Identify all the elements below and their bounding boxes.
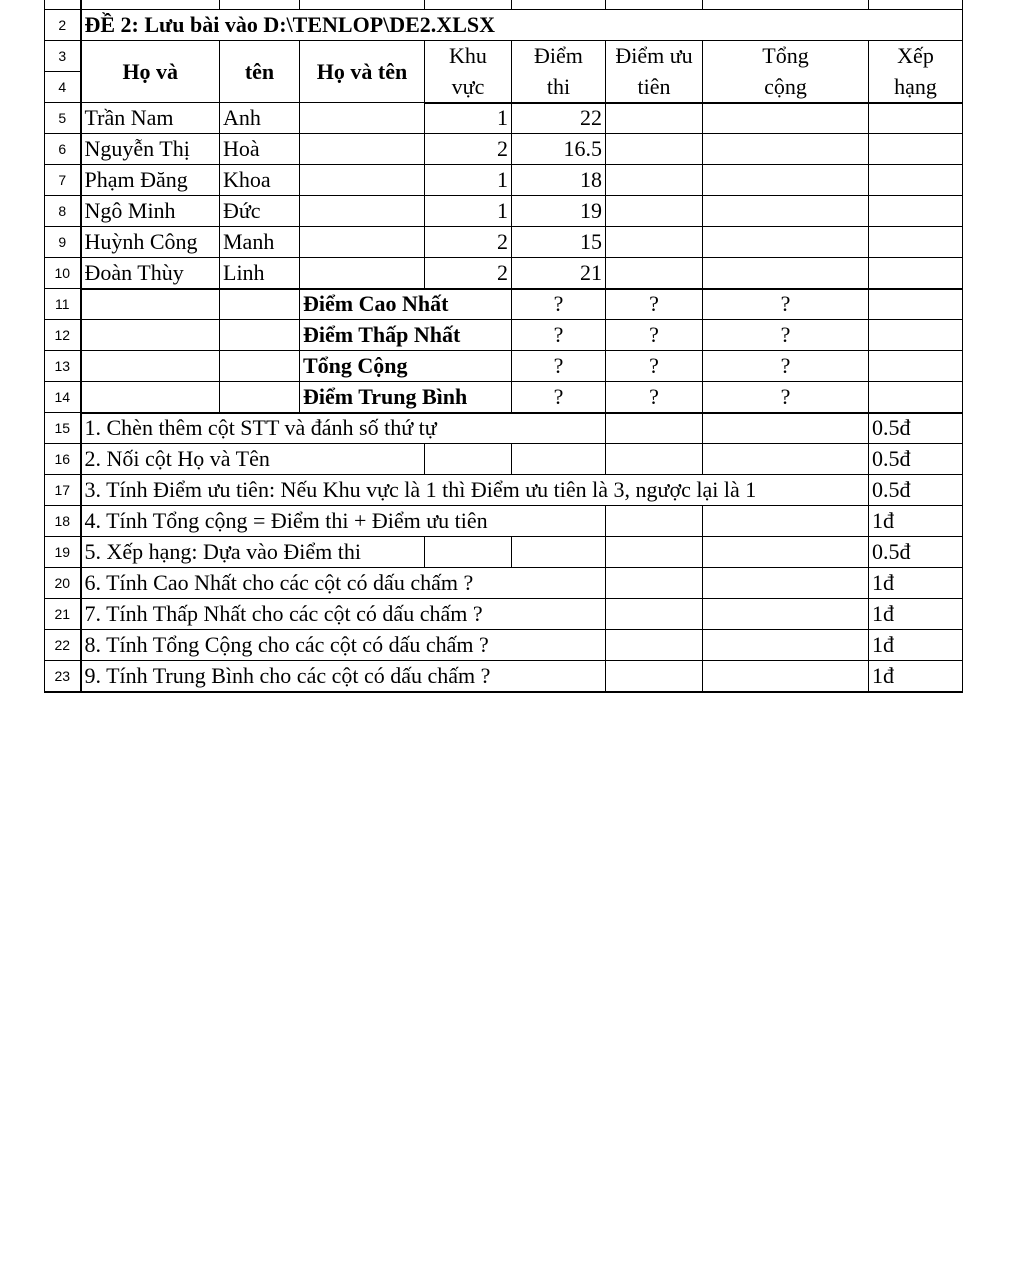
task-points[interactable]: 1đ [869, 630, 963, 661]
cell-tong-cong[interactable] [703, 134, 869, 165]
cell-tong-cong[interactable] [703, 165, 869, 196]
summary-label[interactable]: Tổng Cộng [300, 351, 512, 382]
cell-ho[interactable]: Ngô Minh [81, 196, 220, 227]
header-ho-va-ten[interactable]: Họ và tên [300, 41, 425, 103]
row-number[interactable]: 21 [45, 599, 81, 630]
row-number[interactable]: 3 [45, 41, 81, 72]
header-diem-thi-2[interactable]: thi [512, 72, 606, 103]
cell-tong-cong[interactable] [703, 258, 869, 289]
cell-xep-hang[interactable] [869, 165, 963, 196]
summary-value[interactable]: ? [606, 382, 703, 413]
task-text[interactable]: 3. Tính Điểm ưu tiên: Nếu Khu vực là 1 thì Điểm ưu tiên là 3, ngược lại là 1 [81, 475, 869, 506]
row-number[interactable]: 6 [45, 134, 81, 165]
row-number[interactable]: 20 [45, 568, 81, 599]
header-diem-uu-tien[interactable]: Điểm ưu [606, 41, 703, 72]
cell-ho-va-ten[interactable] [300, 196, 425, 227]
task-points[interactable]: 0.5đ [869, 537, 963, 568]
table-row [45, 413, 963, 444]
row-number[interactable]: 13 [45, 351, 81, 382]
task-points[interactable]: 0.5đ [869, 475, 963, 506]
task-points[interactable]: 1đ [869, 506, 963, 537]
summary-value[interactable]: ? [703, 289, 869, 320]
cell-diem-uu-tien[interactable] [606, 165, 703, 196]
table-row [45, 537, 963, 568]
header-xep-hang[interactable]: Xếp [869, 41, 963, 72]
table-row [45, 134, 963, 165]
task-points[interactable]: 1đ [869, 568, 963, 599]
cell-ho-va-ten[interactable] [300, 165, 425, 196]
header-tong-cong[interactable]: Tổng [703, 41, 869, 72]
summary-label[interactable]: Điểm Trung Bình [300, 382, 512, 413]
cell-khu-vuc[interactable]: 1 [425, 165, 512, 196]
row-number[interactable]: 2 [45, 10, 81, 41]
row-number[interactable]: 11 [45, 289, 81, 320]
cell-khu-vuc[interactable]: 2 [425, 134, 512, 165]
cell-ten[interactable]: Anh [220, 103, 300, 134]
table-row [45, 444, 963, 475]
table-row [45, 165, 963, 196]
table-row [45, 41, 963, 72]
task-text[interactable]: 2. Nối cột Họ và Tên [81, 444, 425, 475]
summary-value[interactable]: ? [703, 320, 869, 351]
cell-ho[interactable]: Huỳnh Công [81, 227, 220, 258]
cell-diem-uu-tien[interactable] [606, 227, 703, 258]
cell-ho[interactable]: Phạm Đăng [81, 165, 220, 196]
cell-tong-cong[interactable] [703, 196, 869, 227]
row-number[interactable]: 17 [45, 475, 81, 506]
table-row [45, 258, 963, 289]
cell-khu-vuc[interactable]: 2 [425, 258, 512, 289]
row-number[interactable]: 4 [45, 72, 81, 103]
table-row [45, 475, 963, 506]
cell-diem-thi[interactable]: 22 [512, 103, 606, 134]
cell-xep-hang[interactable] [869, 227, 963, 258]
cell-diem-thi[interactable]: 18 [512, 165, 606, 196]
header-diem-uu-tien-2[interactable]: tiên [606, 72, 703, 103]
table-row [45, 196, 963, 227]
summary-value[interactable]: ? [606, 351, 703, 382]
table-row [45, 0, 963, 10]
row-number[interactable]: 7 [45, 165, 81, 196]
cell-diem-thi[interactable]: 16.5 [512, 134, 606, 165]
cell-tong-cong[interactable] [703, 103, 869, 134]
cell-diem-uu-tien[interactable] [606, 196, 703, 227]
cell-ten[interactable]: Đức [220, 196, 300, 227]
cell-ho[interactable]: Trần Nam [81, 103, 220, 134]
task-points[interactable]: 1đ [869, 661, 963, 692]
row-number[interactable]: 18 [45, 506, 81, 537]
cell-ho[interactable]: Đoàn Thùy [81, 258, 220, 289]
cell-ho[interactable]: Nguyễn Thị [81, 134, 220, 165]
row-number[interactable]: 9 [45, 227, 81, 258]
task-points[interactable]: 0.5đ [869, 413, 963, 444]
spreadsheet-grid [44, 0, 963, 693]
header-diem-thi[interactable]: Điểm [512, 41, 606, 72]
row-number[interactable]: 14 [45, 382, 81, 413]
header-khu-vuc-2[interactable]: vực [425, 72, 512, 103]
summary-value[interactable]: ? [512, 351, 606, 382]
task-text[interactable]: 4. Tính Tổng cộng = Điểm thi + Điểm ưu tiên [81, 506, 606, 537]
row-number[interactable]: 16 [45, 444, 81, 475]
cell-xep-hang[interactable] [869, 196, 963, 227]
cell-khu-vuc[interactable]: 2 [425, 227, 512, 258]
table-row [45, 661, 963, 692]
row-number[interactable]: 10 [45, 258, 81, 289]
header-khu-vuc[interactable]: Khu [425, 41, 512, 72]
header-tong-cong-2[interactable]: cộng [703, 72, 869, 103]
task-points[interactable]: 1đ [869, 599, 963, 630]
table-row [45, 320, 963, 351]
cell-khu-vuc[interactable]: 1 [425, 196, 512, 227]
row-number[interactable]: 19 [45, 537, 81, 568]
table-row [45, 506, 963, 537]
table-row [45, 103, 963, 134]
cell-ho-va-ten[interactable] [300, 227, 425, 258]
task-text[interactable]: 9. Tính Trung Bình cho các cột có dấu chấm ? [81, 661, 606, 692]
header-ten[interactable]: tên [220, 41, 300, 103]
table-row [45, 568, 963, 599]
task-text[interactable]: 7. Tính Thấp Nhất cho các cột có dấu chấm ? [81, 599, 606, 630]
summary-value[interactable]: ? [606, 320, 703, 351]
row-number[interactable]: 5 [45, 103, 81, 134]
task-text[interactable]: 8. Tính Tổng Cộng cho các cột có dấu chấm ? [81, 630, 606, 661]
table-row [45, 289, 963, 320]
cell-ho-va-ten[interactable] [300, 103, 425, 134]
summary-value[interactable]: ? [703, 351, 869, 382]
cell-ten[interactable]: Hoà [220, 134, 300, 165]
cell-ho-va-ten[interactable] [300, 134, 425, 165]
cell-tong-cong[interactable] [703, 227, 869, 258]
row-number[interactable]: 15 [45, 413, 81, 444]
cell-ten[interactable]: Manh [220, 227, 300, 258]
cell-diem-uu-tien[interactable] [606, 258, 703, 289]
task-text[interactable]: 5. Xếp hạng: Dựa vào Điểm thi [81, 537, 425, 568]
cell-xep-hang[interactable] [869, 258, 963, 289]
header-xep-hang-2[interactable]: hạng [869, 72, 963, 103]
table-row [45, 227, 963, 258]
sheet-title[interactable]: ĐỀ 2: Lưu bài vào D:\TENLOP\DE2.XLSX [81, 10, 963, 41]
cell-diem-uu-tien[interactable] [606, 134, 703, 165]
cell-ten[interactable]: Khoa [220, 165, 300, 196]
cell-khu-vuc[interactable]: 1 [425, 103, 512, 134]
cell-xep-hang[interactable] [869, 134, 963, 165]
summary-value[interactable]: ? [606, 289, 703, 320]
cell-diem-thi[interactable]: 21 [512, 258, 606, 289]
cell-diem-thi[interactable]: 15 [512, 227, 606, 258]
cell-xep-hang[interactable] [869, 103, 963, 134]
cell-diem-uu-tien[interactable] [606, 103, 703, 134]
task-points[interactable]: 0.5đ [869, 444, 963, 475]
summary-value[interactable]: ? [512, 320, 606, 351]
summary-label[interactable]: Điểm Thấp Nhất [300, 320, 512, 351]
task-text[interactable]: 6. Tính Cao Nhất cho các cột có dấu chấm ? [81, 568, 606, 599]
row-number[interactable]: 22 [45, 630, 81, 661]
table-row [45, 599, 963, 630]
row-number[interactable]: 12 [45, 320, 81, 351]
cell-ten[interactable]: Linh [220, 258, 300, 289]
table-row [45, 351, 963, 382]
summary-value[interactable]: ? [512, 382, 606, 413]
row-number[interactable]: 23 [45, 661, 81, 692]
table-row [45, 382, 963, 413]
row-number[interactable]: 8 [45, 196, 81, 227]
table-row [45, 630, 963, 661]
summary-value[interactable]: ? [512, 289, 606, 320]
cell-ho-va-ten[interactable] [300, 258, 425, 289]
header-ho-va[interactable]: Họ và [81, 41, 220, 103]
summary-label[interactable]: Điểm Cao Nhất [300, 289, 512, 320]
task-text[interactable]: 1. Chèn thêm cột STT và đánh số thứ tự [81, 413, 606, 444]
table-row [45, 10, 963, 41]
cell-diem-thi[interactable]: 19 [512, 196, 606, 227]
summary-value[interactable]: ? [703, 382, 869, 413]
